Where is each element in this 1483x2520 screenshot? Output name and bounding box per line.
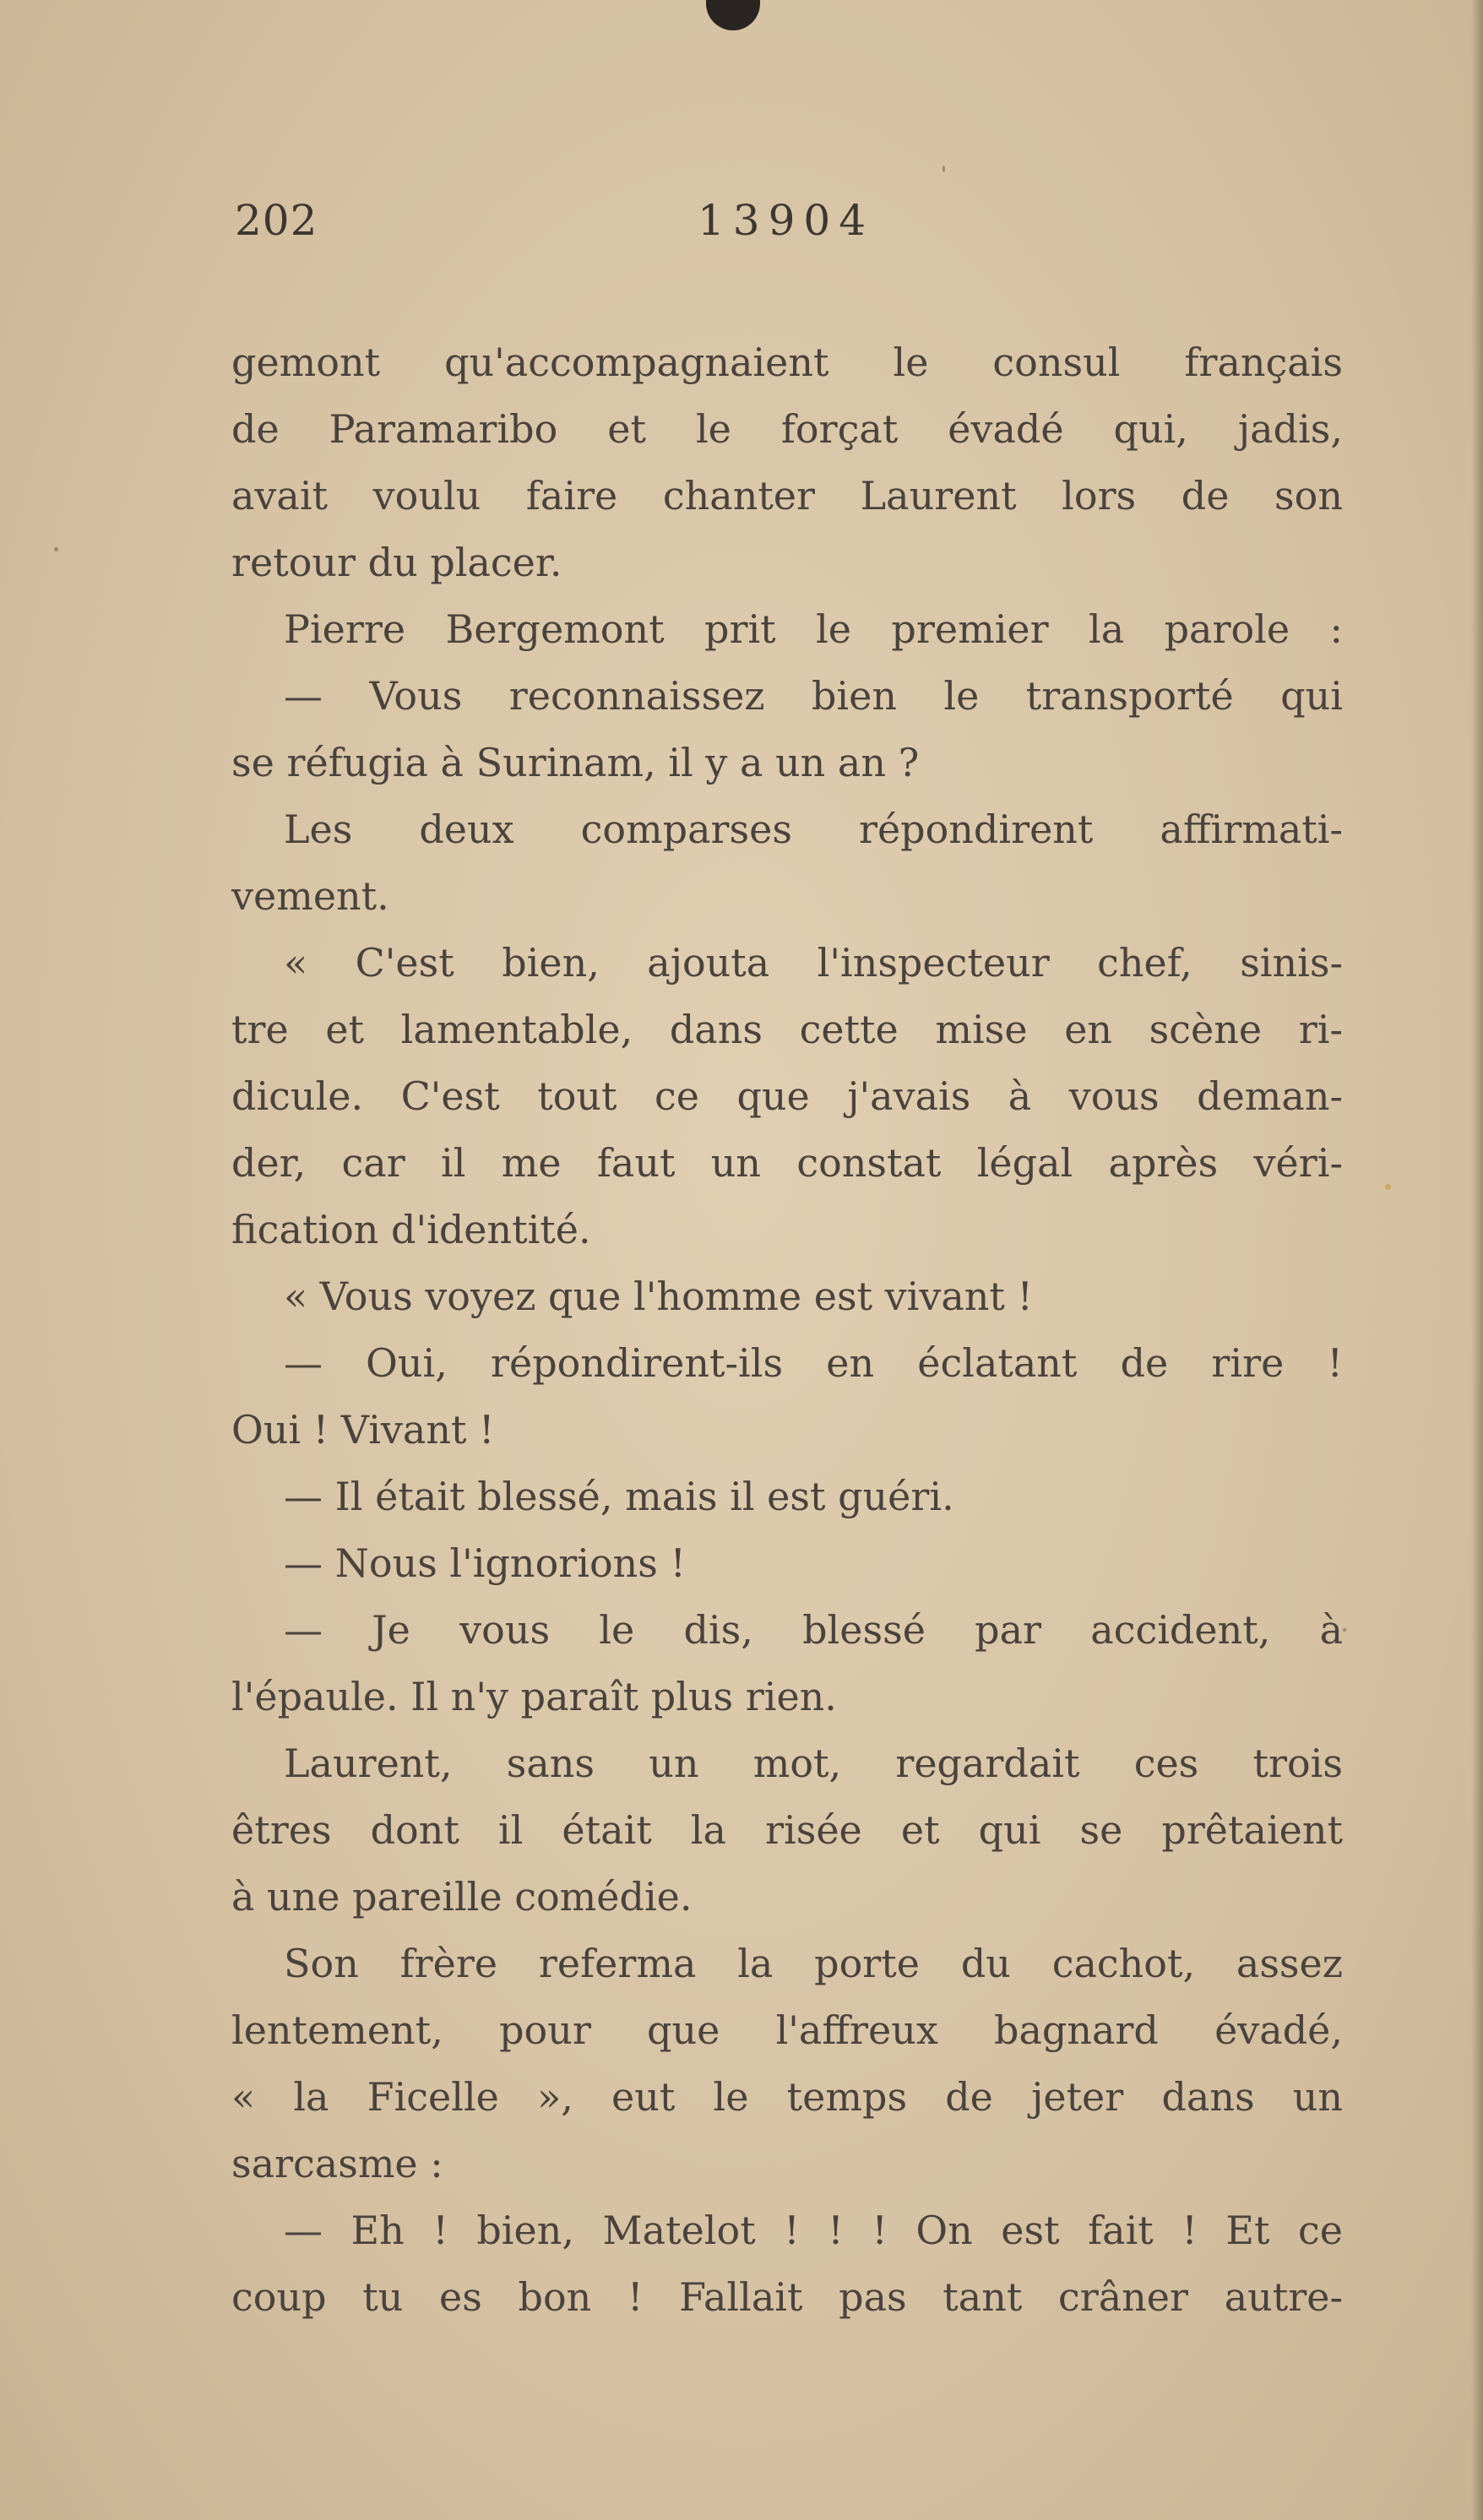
paper-speck <box>942 166 945 172</box>
text-line: se réfugia à Surinam, il y a un an ? <box>231 740 920 785</box>
body-text <box>231 329 1343 2331</box>
text-line: « Vous voyez que l'homme est vivant ! <box>284 1274 1034 1319</box>
page-header <box>235 196 1333 263</box>
paper-speck <box>54 547 58 551</box>
text-line: Les deux comparses répondirent affirmati- <box>284 807 1343 852</box>
text-line: l'épaule. Il n'y paraît plus rien. <box>231 1674 837 1719</box>
text-line: gemont qu'accompagnaient le consul français <box>231 339 1343 385</box>
text-line: « C'est bien, ajouta l'inspecteur chef, sinis- <box>284 940 1343 986</box>
text-line: — Oui, répondirent-ils en éclatant de rire ! <box>284 1340 1343 1386</box>
text-line: Oui ! Vivant ! <box>231 1407 495 1453</box>
text-line: tre et lamentable, dans cette mise en scène ri- <box>231 1007 1343 1052</box>
text-line: fication d'identité. <box>231 1207 591 1252</box>
text-line: à une pareille comédie. <box>231 1874 693 1920</box>
text-line: vement. <box>231 873 389 919</box>
text-line: — Nous l'ignorions ! <box>284 1540 686 1586</box>
running-title: 13904 <box>698 196 875 245</box>
text-line: êtres dont il était la risée et qui se prêtaient <box>231 1807 1343 1853</box>
paper-speck <box>1385 1184 1391 1190</box>
text-line: der, car il me faut un constat légal après véri- <box>231 1140 1343 1186</box>
text-line: — Il était blessé, mais il est guéri. <box>284 1474 954 1519</box>
text-line: dicule. C'est tout ce que j'avais à vous deman- <box>231 1073 1343 1119</box>
text-line: Son frère referma la porte du cachot, assez <box>284 1941 1343 1986</box>
text-line: coup tu es bon ! Fallait pas tant crâner autre- <box>231 2274 1343 2320</box>
text-line: — Vous reconnaissez bien le transporté qui <box>284 673 1343 719</box>
text-line: Laurent, sans un mot, regardait ces trois <box>284 1741 1343 1786</box>
page-edge-shadow <box>1471 0 1483 2520</box>
text-line: de Paramaribo et le forçat évadé qui, jadis, <box>231 406 1343 452</box>
text-line: Pierre Bergemont prit le premier la parole : <box>284 606 1343 652</box>
text-line: retour du placer. <box>231 540 562 585</box>
text-line: — Je vous le dis, blessé par accident, à <box>284 1607 1343 1653</box>
text-line: — Eh ! bien, Matelot ! ! ! On est fait ! Et ce <box>284 2208 1343 2253</box>
paper-speck <box>1343 1628 1346 1632</box>
text-line: « la Ficelle », eut le temps de jeter dans un <box>231 2074 1343 2120</box>
page-number: 202 <box>235 196 318 245</box>
text-line: lentement, pour que l'affreux bagnard évadé, <box>231 2007 1343 2053</box>
text-line: avait voulu faire chanter Laurent lors de son <box>231 473 1343 519</box>
binding-hole <box>706 0 760 30</box>
text-line: sarcasme : <box>231 2141 443 2186</box>
